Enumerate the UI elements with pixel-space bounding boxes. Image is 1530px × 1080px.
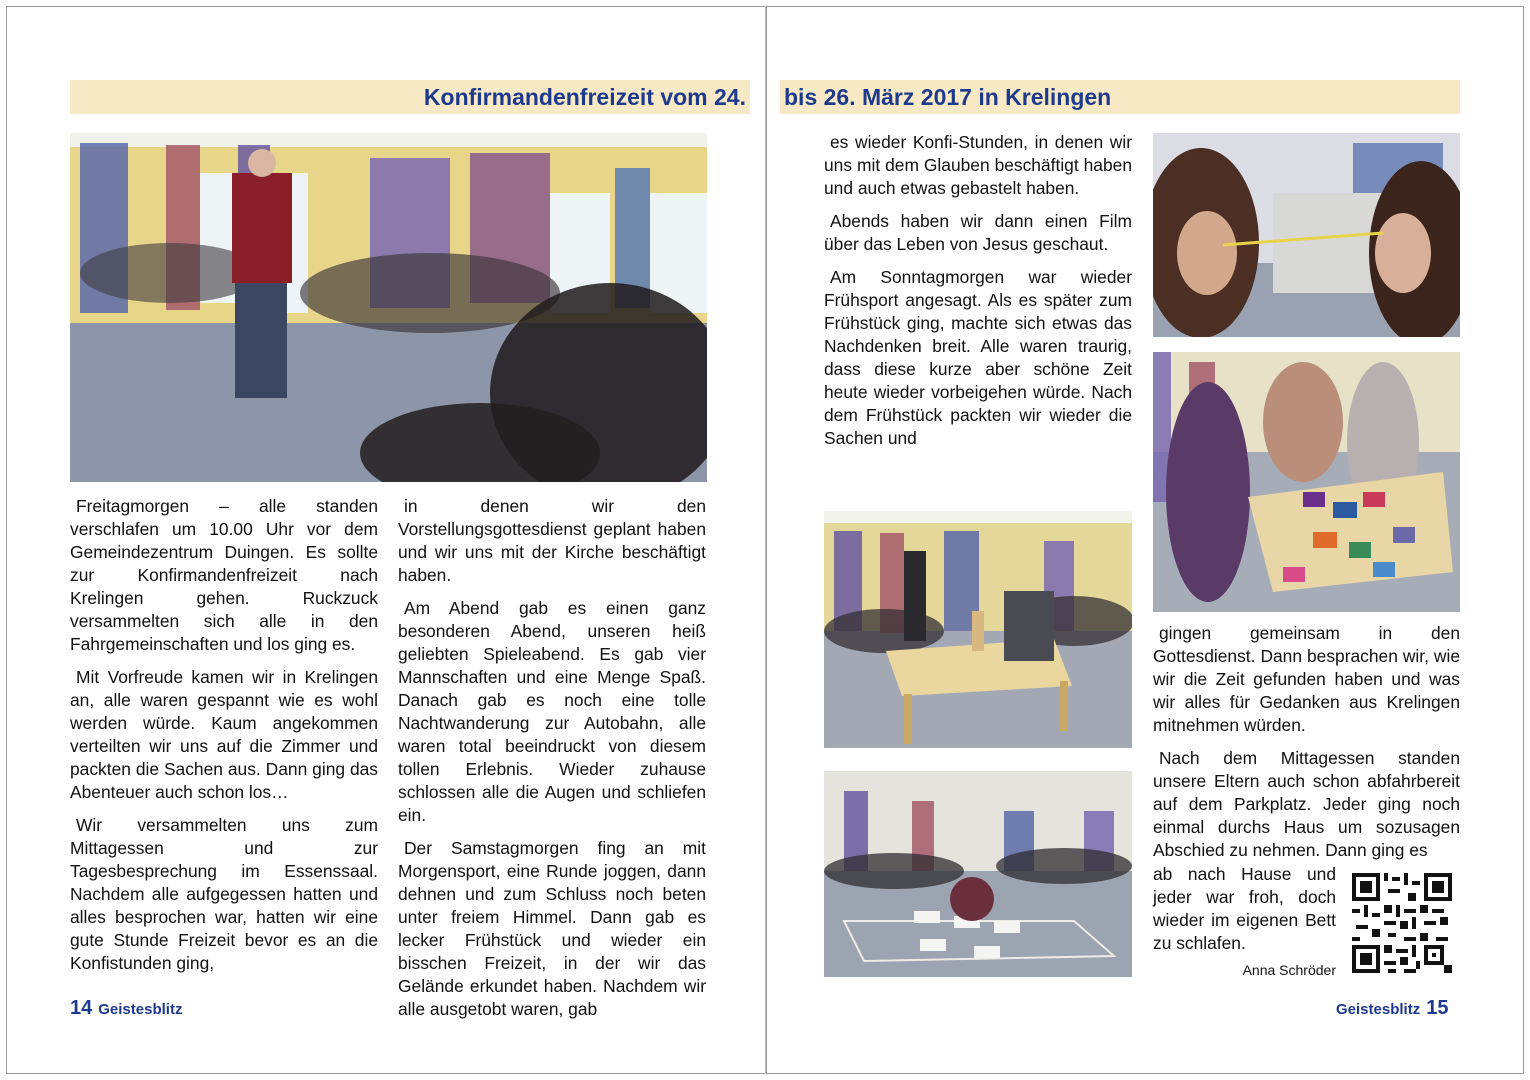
paragraph: in denen wir den Vorstellungsgottesdienst geplant haben und wir uns mit der Kirche beschäftigt haben. (398, 496, 706, 585)
text-column-right-3 (1153, 863, 1336, 955)
photo-card-table (1153, 352, 1460, 612)
photo-jenga-game (824, 511, 1132, 748)
spine (765, 6, 766, 1074)
paragraph: Wir versammelten uns zum Mittagessen und zur Tagesbesprechung im Essenssaal. Nachdem alle aufgegessen hatten und alles besprochen war, hatten wir eine gute Stunde Freizeit bevor es an die Konfistunden ging, (70, 815, 378, 973)
paragraph: ab nach Hause und jeder war froh, doch wieder im eigenen Bett zu schlafen. (1153, 864, 1336, 953)
paragraph: Am Abend gab es einen ganz besonderen Abend, unseren heiß geliebten Spieleabend. Es gab vier Mannschaften und eine Menge Spaß. Danach gab es noch eine tolle Nachtwanderung zur Autobahn, alle waren total beeindruckt von diesem tollen Erlebnis. Wieder zuhause schlossen alle die Augen und schliefen ein. (398, 598, 706, 825)
paragraph: Der Samstagmorgen fing an mit Morgensport, eine Runde joggen, dann dehnen und zum Schluss noch beten unter freiem Himmel. Dann gab es lecker Frühstück und wieder ein bisschen Freizeit, in der wir das Gelände erkundet haben. Nachdem wir alle ausgetobt waren, gab (398, 838, 706, 1019)
article-title-left: Konfirmandenfreizeit vom 24. (70, 80, 750, 114)
paragraph: Abends haben wir dann einen Film über das Leben von Jesus geschaut. (824, 211, 1132, 254)
magazine-name: Geistesblitz (1336, 1001, 1421, 1018)
article-title-right: bis 26. März 2017 in Krelingen (780, 80, 1460, 114)
paragraph: Am Sonntagmorgen war wieder Frühsport angesagt. Als es später zum Frühstück ging, machte sich etwas das Nachdenken breit. Alle waren traurig, dass diese kurze aber schöne Zeit heute wieder vorbeigehen würde. Nach dem Frühstück packten wir wieder die Sachen und (824, 267, 1132, 448)
photo-straw-game (1153, 133, 1460, 337)
folio-left (70, 997, 182, 1020)
text-column-right-1 (824, 131, 1132, 450)
paragraph: Mit Vorfreude kamen wir in Krelingen an, alle waren gespannt wie es wohl werden würde. Kaum angekommen verteilten wir uns auf die Zimmer und packten die Sachen aus. Dann ging das Abenteuer auch schon los… (70, 667, 378, 802)
photo-floor-activity (824, 771, 1132, 977)
paragraph: Nach dem Mittagessen standen unsere Eltern auch schon abfahrbereit auf dem Parkplatz. Jeder ging noch einmal durchs Haus um sozusagen Abschied zu nehmen. Dann ging es (1153, 748, 1460, 860)
paragraph: gingen gemeinsam in den Gottesdienst. Dann besprachen wir, wie wir die Zeit gefunden haben und was wir alles für Gedanken aus Krelingen mitnehmen würden. (1153, 623, 1460, 735)
qr-code (1352, 873, 1452, 973)
magazine-name: Geistesblitz (98, 1001, 183, 1018)
text-column-left-2 (398, 495, 706, 1021)
photo-group-discussion (70, 133, 707, 482)
text-column-left-1 (70, 495, 378, 975)
paragraph: es wieder Konfi-Stunden, in denen wir uns mit dem Glauben beschäftigt haben und auch etwas gebastelt haben. (824, 132, 1132, 198)
paragraph: Freitagmorgen – alle standen verschlafen um 10.00 Uhr vor dem Gemeindezentrum Duingen. Es sollte zur Konfirmandenfreizeit nach Krelingen gehen. Ruckzuck versammelten sich alle in den Fahrgemeinschaften und los ging es. (70, 496, 378, 654)
page-number: 15 (1426, 997, 1449, 1019)
folio-right (1336, 997, 1448, 1020)
text-column-right-2 (1153, 622, 1460, 862)
author-name: Anna Schröder (1242, 962, 1336, 978)
page-number: 14 (70, 997, 93, 1019)
